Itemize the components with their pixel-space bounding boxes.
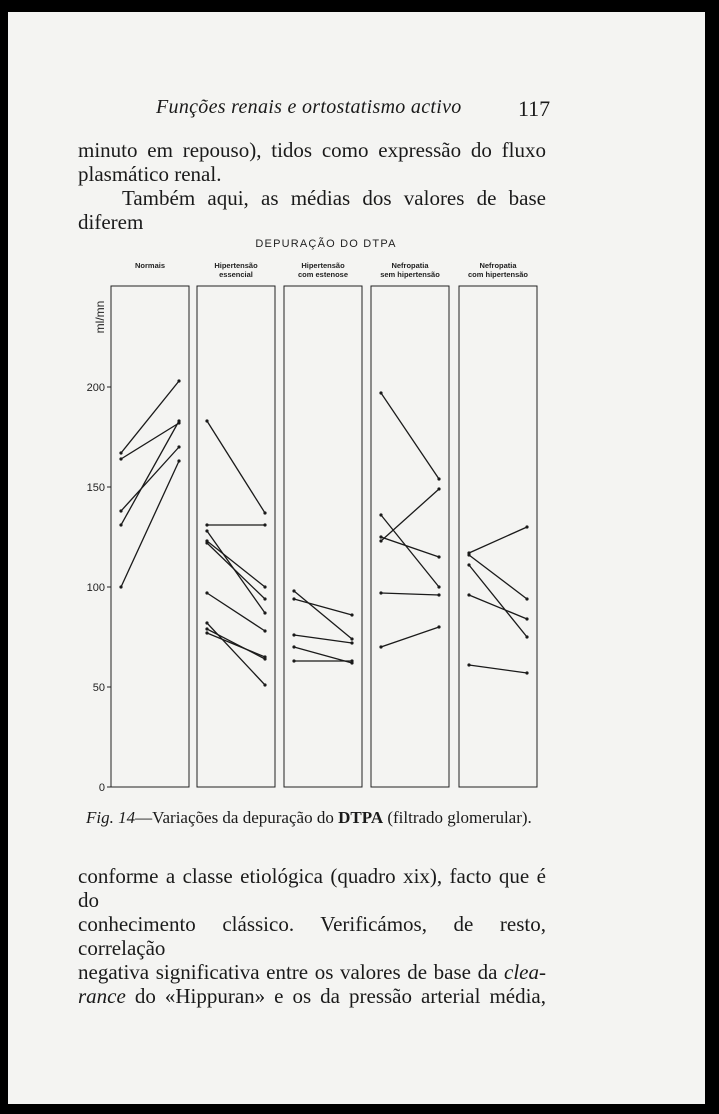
data-point	[437, 487, 440, 490]
data-point	[467, 563, 470, 566]
series-line-h5	[207, 543, 265, 599]
data-point	[525, 671, 528, 674]
text-segment: do «Hippuran» e os da pressão arterial média,	[134, 984, 547, 1008]
data-point	[263, 655, 266, 658]
y-tick-label: 200	[86, 382, 105, 394]
figure-caption	[86, 808, 532, 828]
data-point	[350, 637, 353, 640]
data-point	[119, 457, 122, 460]
data-point	[379, 513, 382, 516]
series-line-c1	[469, 527, 527, 553]
y-axis-label: ml/mn	[93, 300, 107, 334]
data-point	[467, 553, 470, 556]
data-point	[292, 659, 295, 662]
data-point	[263, 523, 266, 526]
series-line-e1	[294, 591, 352, 639]
data-point	[177, 459, 180, 462]
data-point	[437, 593, 440, 596]
data-point	[263, 629, 266, 632]
panel-sublabel: essencial	[219, 270, 253, 279]
running-title: Funções renais e ortostatismo activo	[156, 96, 462, 118]
series-line-s1	[381, 393, 439, 479]
text-segment: negativa significativa entre os valores de base da	[78, 960, 498, 984]
data-point	[205, 591, 208, 594]
data-point	[119, 451, 122, 454]
series-line-h3	[207, 531, 265, 613]
text-line	[78, 984, 546, 1008]
panel-frame	[111, 286, 189, 787]
dtpa-chart	[8, 12, 705, 812]
data-point	[525, 635, 528, 638]
data-point	[205, 627, 208, 630]
panel-label: Normais	[134, 261, 166, 270]
series-line-s3	[381, 489, 439, 541]
data-point	[177, 379, 180, 382]
data-point	[350, 641, 353, 644]
series-line-n4	[121, 421, 179, 525]
data-point	[263, 585, 266, 588]
panel-label: Hipertensão	[301, 261, 345, 270]
data-point	[437, 477, 440, 480]
panel-sublabel: sem hipertensão	[380, 270, 440, 279]
data-point	[205, 621, 208, 624]
data-point	[263, 611, 266, 614]
data-point	[205, 523, 208, 526]
series-line-c4	[469, 595, 527, 619]
data-point	[292, 645, 295, 648]
data-point	[379, 539, 382, 542]
data-point	[379, 535, 382, 538]
data-point	[467, 593, 470, 596]
data-point	[205, 419, 208, 422]
data-point	[350, 659, 353, 662]
series-line-c5	[469, 665, 527, 673]
data-point	[119, 585, 122, 588]
series-line-s5	[381, 593, 439, 595]
data-point	[177, 419, 180, 422]
series-line-e2	[294, 599, 352, 615]
panel-frame	[459, 286, 537, 787]
series-line-n1	[121, 381, 179, 453]
data-point	[263, 597, 266, 600]
caption-fig-label: Fig. 14	[86, 808, 136, 827]
data-point	[467, 663, 470, 666]
data-point	[525, 597, 528, 600]
data-point	[205, 529, 208, 532]
panel-label: Nefropatia	[479, 261, 517, 270]
data-point	[525, 525, 528, 528]
caption-dash: —	[135, 808, 153, 827]
data-point	[437, 585, 440, 588]
data-point	[119, 523, 122, 526]
caption-text-end: (filtrado glomerular).	[383, 808, 532, 827]
y-tick-label: 150	[86, 482, 105, 494]
data-point	[292, 589, 295, 592]
series-line-h6	[207, 593, 265, 631]
y-tick-label: 100	[86, 582, 105, 594]
data-point	[292, 633, 295, 636]
data-point	[263, 511, 266, 514]
data-point	[177, 445, 180, 448]
series-line-e3	[294, 635, 352, 643]
page-number: 117	[518, 96, 551, 121]
text-line: plasmático renal.	[78, 162, 222, 186]
data-point	[437, 555, 440, 558]
text-line: minuto em repouso), tidos como expressão do fluxo	[78, 138, 546, 162]
series-line-s2	[381, 515, 439, 587]
data-point	[437, 625, 440, 628]
italic-word: clea-	[504, 960, 547, 984]
data-point	[379, 645, 382, 648]
series-line-h1	[207, 421, 265, 513]
data-point	[119, 509, 122, 512]
data-point	[350, 613, 353, 616]
chart-title: DEPURAÇÃO DO DTPA	[255, 238, 397, 250]
series-line-n2	[121, 423, 179, 459]
text-line: conhecimento clássico. Verificámos, de resto, correlação	[78, 912, 546, 960]
panel-frame	[284, 286, 362, 787]
data-point	[205, 631, 208, 634]
caption-dtpa: DTPA	[338, 808, 384, 827]
panel-frame	[197, 286, 275, 787]
panel-sublabel: com estenose	[297, 270, 349, 279]
data-point	[525, 617, 528, 620]
text-line: Também aqui, as médias dos valores de base diferem	[78, 186, 546, 234]
paragraph-bottom	[78, 864, 546, 1008]
panel-sublabel: com hipertensão	[467, 270, 529, 279]
text-line: conforme a classe etiológica (quadro xix), facto que é do	[78, 864, 546, 912]
data-point	[263, 683, 266, 686]
panel-frame	[371, 286, 449, 787]
data-point	[379, 391, 382, 394]
data-point	[292, 597, 295, 600]
series-line-c3	[469, 565, 527, 637]
panel-label: Nefropatia	[391, 261, 429, 270]
book-page	[8, 12, 705, 1104]
data-point	[205, 541, 208, 544]
italic-word: rance	[78, 984, 126, 1008]
series-line-s6	[381, 627, 439, 647]
panel-label: Hipertensão	[214, 261, 258, 270]
y-tick-label: 0	[98, 782, 105, 794]
data-point	[379, 591, 382, 594]
series-line-c2	[469, 555, 527, 599]
caption-text: Variações da depuração do	[152, 808, 339, 827]
y-tick-label: 50	[92, 682, 105, 694]
text-line	[78, 960, 546, 984]
series-line-s4	[381, 537, 439, 557]
series-line-h4	[207, 541, 265, 587]
